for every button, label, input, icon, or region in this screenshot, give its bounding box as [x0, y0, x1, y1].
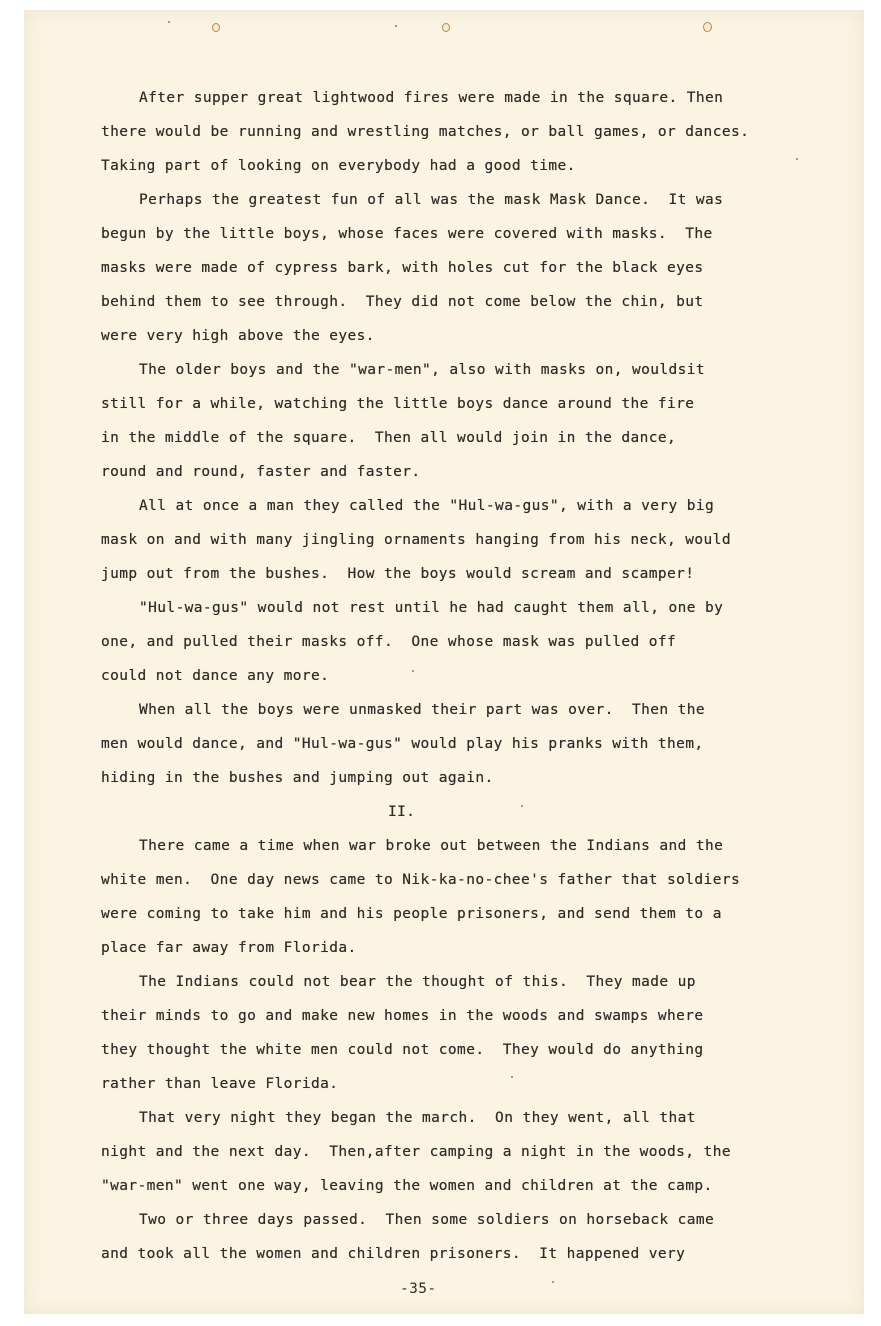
paragraph	[101, 970, 841, 1106]
text-line: There came a time when war broke out between the Indians and the	[139, 838, 724, 854]
text-line: still for a while, watching the little boys dance around the fire	[101, 396, 695, 412]
text-line: Perhaps the greatest fun of all was the mask Mask Dance. It was	[139, 192, 724, 208]
text-line: rather than leave Florida.	[101, 1076, 339, 1092]
ink-speck	[168, 21, 170, 23]
section-heading: II.	[388, 804, 416, 820]
text-line: jump out from the bushes. How the boys would scream and scamper!	[101, 566, 695, 582]
text-line: and took all the women and children prisoners. It happened very	[101, 1246, 686, 1262]
paragraph	[101, 494, 841, 596]
text-line: could not dance any more.	[101, 668, 330, 684]
paragraph	[101, 1208, 841, 1276]
text-line: they thought the white men could not come. They would do anything	[101, 1042, 704, 1058]
text-line: white men. One day news came to Nik-ka-no-chee's father that soldiers	[101, 872, 741, 888]
punch-hole	[212, 23, 220, 32]
punch-hole	[442, 23, 450, 32]
text-line: masks were made of cypress bark, with holes cut for the black eyes	[101, 260, 704, 276]
text-line: there would be running and wrestling matches, or ball games, or dances.	[101, 124, 750, 140]
paragraph	[101, 834, 841, 970]
text-line: "war-men" went one way, leaving the women and children at the camp.	[101, 1178, 713, 1194]
text-line: place far away from Florida.	[101, 940, 357, 956]
paragraph	[101, 86, 841, 188]
text-line: one, and pulled their masks off. One whose mask was pulled off	[101, 634, 677, 650]
ink-speck	[395, 25, 397, 27]
text-line: mask on and with many jingling ornaments hanging from his neck, would	[101, 532, 731, 548]
page-number: -35-	[400, 1281, 437, 1297]
typed-body	[101, 86, 841, 1276]
text-line: men would dance, and "Hul-wa-gus" would play his pranks with them,	[101, 736, 704, 752]
text-line: their minds to go and make new homes in the woods and swamps where	[101, 1008, 704, 1024]
text-line: After supper great lightwood fires were made in the square. Then	[139, 90, 724, 106]
text-line: night and the next day. Then,after camping a night in the woods, the	[101, 1144, 731, 1160]
text-line: The Indians could not bear the thought of this. They made up	[139, 974, 696, 990]
text-line: round and round, faster and faster.	[101, 464, 421, 480]
text-line: The older boys and the "war-men", also with masks on, wouldsit	[139, 362, 706, 378]
paragraph	[101, 358, 841, 494]
text-line: were very high above the eyes.	[101, 328, 375, 344]
paragraph	[101, 698, 841, 800]
text-line: in the middle of the square. Then all would join in the dance,	[101, 430, 677, 446]
text-line: Two or three days passed. Then some soldiers on horseback came	[139, 1212, 715, 1228]
text-line: behind them to see through. They did not come below the chin, but	[101, 294, 704, 310]
ink-speck	[552, 1281, 554, 1283]
text-line: were coming to take him and his people prisoners, and send them to a	[101, 906, 722, 922]
paragraph	[101, 188, 841, 358]
text-line: When all the boys were unmasked their part was over. Then the	[139, 702, 706, 718]
text-line: "Hul-wa-gus" would not rest until he had caught them all, one by	[139, 600, 724, 616]
text-line: begun by the little boys, whose faces were covered with masks. The	[101, 226, 713, 242]
text-line: Taking part of looking on everybody had a good time.	[101, 158, 576, 174]
text-line: That very night they began the march. On they went, all that	[139, 1110, 696, 1126]
text-line: All at once a man they called the "Hul-wa-gus", with a very big	[139, 498, 715, 514]
punch-hole	[703, 22, 712, 32]
paragraph	[101, 596, 841, 698]
text-line: hiding in the bushes and jumping out again.	[101, 770, 494, 786]
paragraph	[101, 1106, 841, 1208]
